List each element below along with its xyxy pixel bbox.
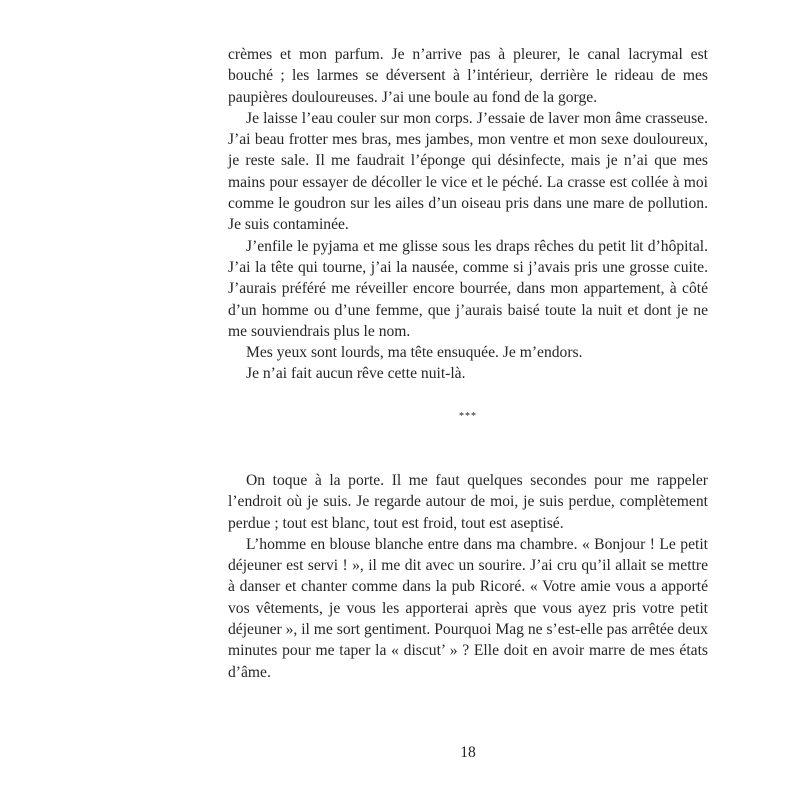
paragraph-pyjama: J’enfile le pyjama et me glisse sous les draps rêches du petit lit d’hôpital. J’ai la tête qui tourne, j’ai la nausée, comme si j’avais pris une grosse cuite. J’aurais préféré me réveiller encore bourrée, dans mon appartement, à côté d’un homme ou d’une femme, que j’aurais baisé toute la nuit et dont je ne me souviendrais plus le nom. xyxy=(228,237,708,340)
paragraph-falling-asleep: Mes yeux sont lourds, ma tête ensuquée. Je m’endors. xyxy=(246,344,583,362)
paragraph-shower: Je laisse l’eau couler sur mon corps. J’essaie de laver mon âme crasseuse. J’ai beau frotter mes bras, mes jambes, mon ventre et mon sexe douloureux, je reste sale. Il me faudrait l’éponge qui désinfecte, mais je n’ai que mes mains pour essayer de décoller le vice et le péché. La crasse est collée à moi comme le goudron sur les ailes d’un oiseau pris dans une mare de pollution. Je suis contaminée. xyxy=(228,109,708,234)
page-number: 18 xyxy=(460,744,476,761)
paragraph-continued: crèmes et mon parfum. Je n’arrive pas à pleurer, le canal lacrymal est bouché ; les larmes se déversent à l’intérieur, derrière le rideau de mes paupières douloureuses. J’ai une boule au fond de la gorge. xyxy=(228,46,708,106)
paragraph-no-dream: Je n’ai fait aucun rêve cette nuit-là. xyxy=(246,365,466,383)
book-page-text xyxy=(228,44,708,683)
paragraph-breakfast: L’homme en blouse blanche entre dans ma chambre. « Bonjour ! Le petit déjeuner est servi ! », il me dit avec un sourire. J’ai cru qu’il allait se mettre à danser et chanter comme dans la pub Ricoré. « Votre amie vous a apporté vos vêtements, je vous les apporterai après que vous ayez pris votre petit déjeuner », il me sort gentiment. Pourquoi Mag ne s’est-elle pas arrêtée deux minutes pour me taper la « discut’ » ? Elle doit en avoir marre de mes états d’âme. xyxy=(228,535,708,681)
paragraph-knock: On toque à la porte. Il me faut quelques secondes pour me rappeler l’endroit où je suis. Je regarde autour de moi, je suis perdue, complètement perdue ; tout est blanc, tout est froid, tout est aseptisé. xyxy=(228,471,708,532)
section-separator: *** xyxy=(459,411,477,423)
